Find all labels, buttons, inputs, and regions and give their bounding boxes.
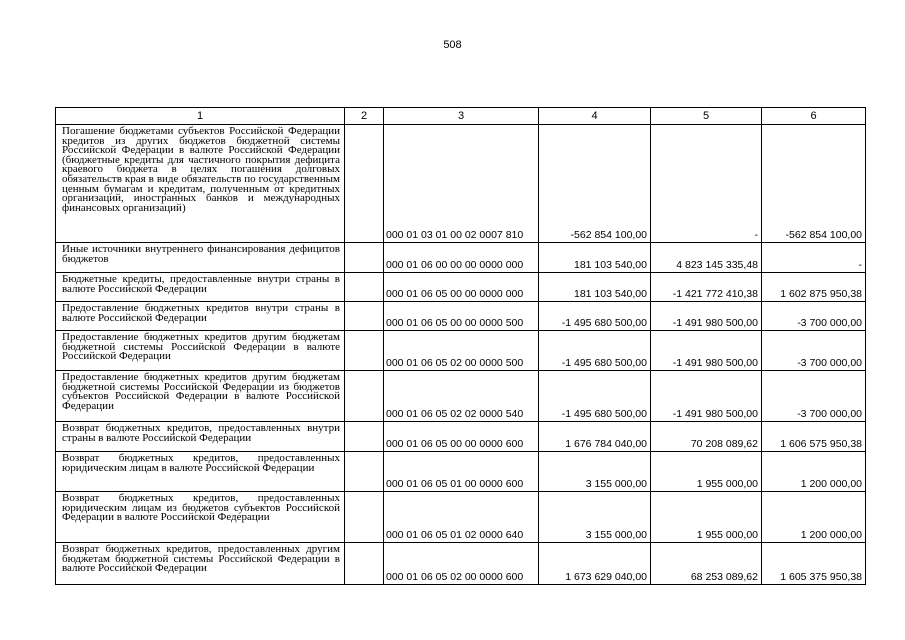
- column-header-1: 1: [56, 108, 345, 125]
- row-col5: 1 955 000,00: [651, 452, 762, 492]
- row-col5: -: [651, 125, 762, 243]
- row-col4: -562 854 100,00: [539, 125, 651, 243]
- row-description: Погашение бюджетами субъектов Российской Федерации кредитов из других бюджетов бюджетной системы Российской Федерации в валюте Российской Федерации (бюджетные кредиты для частичного покрытия дефицита краевого бюджета в целях погашения долговых обязательств края в виде обязательств по государственным ценным бумагам и кредитам, полученным от кредитных организаций, иностранных банков и международных финансовых организаций): [56, 125, 345, 243]
- row-col4: 1 673 629 040,00: [539, 543, 651, 585]
- row-col5: -1 421 772 410,38: [651, 273, 762, 302]
- row-description: Предоставление бюджетных кредитов другим бюджетам бюджетной системы Российской Федерации из бюджетов субъектов Российской Федерации в валюте Российской Федерации: [56, 371, 345, 422]
- column-header-5: 5: [651, 108, 762, 125]
- row-col5: 68 253 089,62: [651, 543, 762, 585]
- row-col6: 1 605 375 950,38: [762, 543, 866, 585]
- row-col4: 3 155 000,00: [539, 492, 651, 543]
- row-description: Возврат бюджетных кредитов, предоставленных юридическим лицам в валюте Российской Федерации: [56, 452, 345, 492]
- table-row: [56, 422, 866, 452]
- row-description: Иные источники внутреннего финансирования дефицитов бюджетов: [56, 243, 345, 273]
- row-col6: -3 700 000,00: [762, 331, 866, 371]
- row-col2: [345, 331, 384, 371]
- budget-sources-table: [55, 107, 866, 585]
- row-col2: [345, 243, 384, 273]
- column-header-4: 4: [539, 108, 651, 125]
- table-row: [56, 371, 866, 422]
- row-col4: 3 155 000,00: [539, 452, 651, 492]
- table-row: [56, 302, 866, 331]
- row-col4: 181 103 540,00: [539, 243, 651, 273]
- page-number: 508: [443, 39, 462, 51]
- row-col6: -3 700 000,00: [762, 371, 866, 422]
- row-col4: -1 495 680 500,00: [539, 331, 651, 371]
- row-col6: -3 700 000,00: [762, 302, 866, 331]
- row-col4: -1 495 680 500,00: [539, 302, 651, 331]
- row-col5: 70 208 089,62: [651, 422, 762, 452]
- table-row: [56, 125, 866, 243]
- row-code: 000 01 06 05 00 00 0000 600: [384, 422, 539, 452]
- row-col6: -562 854 100,00: [762, 125, 866, 243]
- row-col5: -1 491 980 500,00: [651, 302, 762, 331]
- row-col6: 1 602 875 950,38: [762, 273, 866, 302]
- row-col6: -: [762, 243, 866, 273]
- row-code: 000 01 06 05 01 00 0000 600: [384, 452, 539, 492]
- table-row: [56, 331, 866, 371]
- row-col5: 1 955 000,00: [651, 492, 762, 543]
- row-description: Предоставление бюджетных кредитов другим бюджетам бюджетной системы Российской Федерации в валюте Российской Федерации: [56, 331, 345, 371]
- column-header-6: 6: [762, 108, 866, 125]
- row-description: Возврат бюджетных кредитов, предоставленных внутри страны в валюте Российской Федерации: [56, 422, 345, 452]
- row-code: 000 01 06 05 00 00 0000 500: [384, 302, 539, 331]
- table-row: [56, 243, 866, 273]
- row-col2: [345, 422, 384, 452]
- row-code: 000 01 06 05 00 00 0000 000: [384, 273, 539, 302]
- row-code: 000 01 06 05 02 02 0000 540: [384, 371, 539, 422]
- row-description: Бюджетные кредиты, предоставленные внутри страны в валюте Российской Федерации: [56, 273, 345, 302]
- row-code: 000 01 06 05 02 00 0000 600: [384, 543, 539, 585]
- column-header-2: 2: [345, 108, 384, 125]
- row-code: 000 01 06 00 00 00 0000 000: [384, 243, 539, 273]
- row-code: 000 01 03 01 00 02 0007 810: [384, 125, 539, 243]
- row-col5: 4 823 145 335,48: [651, 243, 762, 273]
- row-col5: -1 491 980 500,00: [651, 371, 762, 422]
- row-col4: -1 495 680 500,00: [539, 371, 651, 422]
- row-col2: [345, 543, 384, 585]
- row-col2: [345, 371, 384, 422]
- row-col2: [345, 452, 384, 492]
- row-code: 000 01 06 05 01 02 0000 640: [384, 492, 539, 543]
- table-row: [56, 452, 866, 492]
- table-row: [56, 273, 866, 302]
- table-row: [56, 492, 866, 543]
- row-col2: [345, 273, 384, 302]
- row-col4: 181 103 540,00: [539, 273, 651, 302]
- row-col4: 1 676 784 040,00: [539, 422, 651, 452]
- row-description: Возврат бюджетных кредитов, предоставленных другим бюджетам бюджетной системы Российской Федерации в валюте Российской Федерации: [56, 543, 345, 585]
- row-col6: 1 606 575 950,38: [762, 422, 866, 452]
- row-col6: 1 200 000,00: [762, 492, 866, 543]
- table-row: [56, 543, 866, 585]
- row-col2: [345, 492, 384, 543]
- row-col5: -1 491 980 500,00: [651, 331, 762, 371]
- row-code: 000 01 06 05 02 00 0000 500: [384, 331, 539, 371]
- table-header-row: [56, 108, 866, 125]
- row-col6: 1 200 000,00: [762, 452, 866, 492]
- row-col2: [345, 125, 384, 243]
- column-header-3: 3: [384, 108, 539, 125]
- row-description: Возврат бюджетных кредитов, предоставленных юридическим лицам из бюджетов субъектов Российской Федерации в валюте Российской Федерации: [56, 492, 345, 543]
- row-description: Предоставление бюджетных кредитов внутри страны в валюте Российской Федерации: [56, 302, 345, 331]
- row-col2: [345, 302, 384, 331]
